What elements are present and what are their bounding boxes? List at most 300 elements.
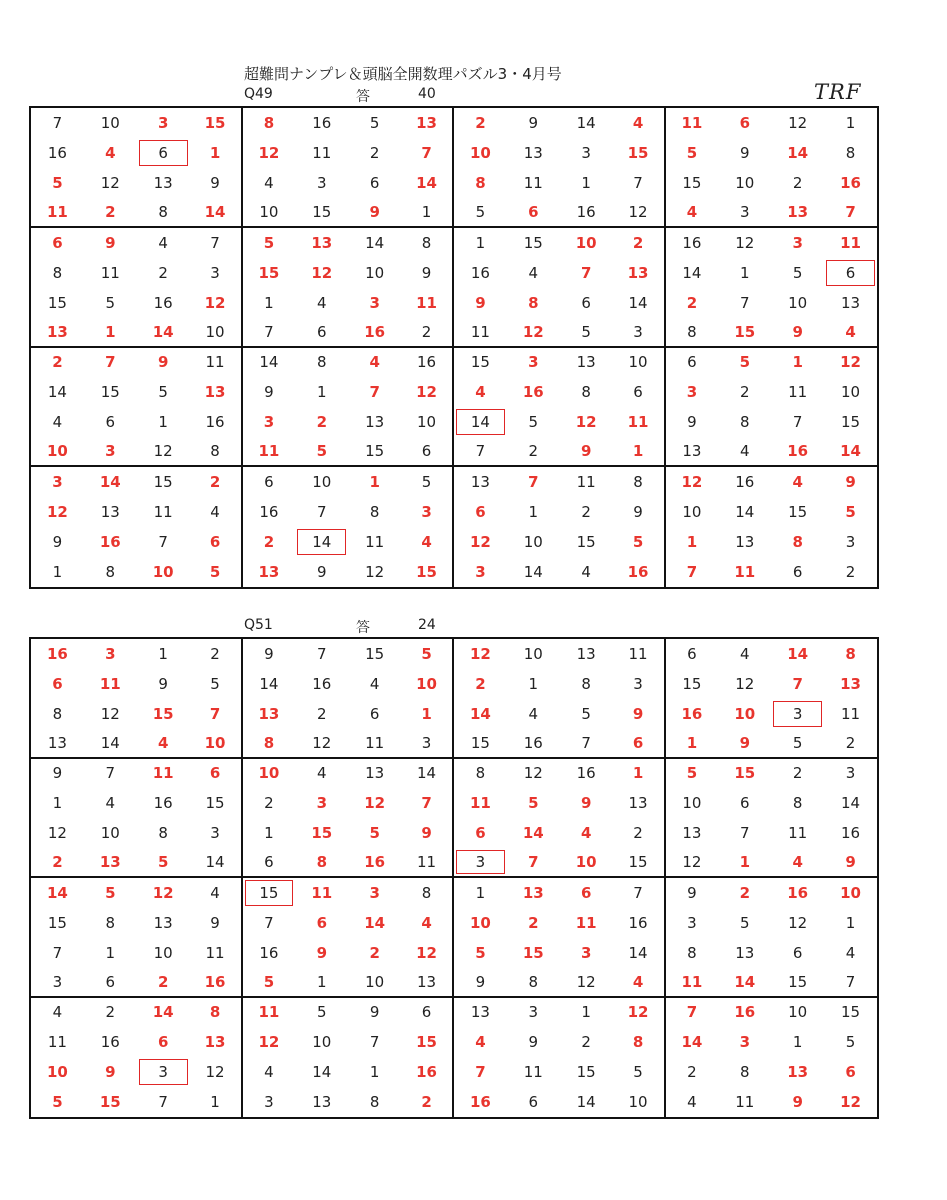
- grid-cell: 5: [528, 794, 539, 813]
- grid-cell: 12: [258, 1033, 280, 1052]
- grid-cell: 4: [613, 108, 666, 138]
- grid-cell: 7: [158, 1093, 168, 1112]
- grid-cell: 16: [522, 383, 544, 402]
- grid-cell: 13: [31, 318, 84, 348]
- grid-cell: 8: [581, 383, 591, 402]
- grid-cell: 15: [613, 848, 666, 878]
- grid-cell: 8: [613, 467, 666, 497]
- grid-cell: 3: [792, 233, 803, 252]
- grid-cell: 14: [576, 1093, 596, 1112]
- grid-cell: 4: [190, 497, 243, 527]
- grid-cell: 16: [613, 557, 666, 587]
- grid-cell: 8: [295, 848, 348, 878]
- grid-cell: 9: [105, 1063, 116, 1082]
- grid-cell: 5: [771, 729, 824, 759]
- grid-cell: 2: [686, 293, 698, 312]
- grid-cell: 11: [312, 143, 332, 162]
- grid-cell: 3: [845, 764, 856, 783]
- grid-cell: 4: [845, 943, 856, 962]
- grid-cell: 3: [454, 848, 507, 878]
- grid-cell: 6: [687, 644, 697, 663]
- grid-cell: 6: [475, 824, 486, 843]
- grid-cell: 5: [475, 943, 486, 962]
- grid-cell: 10: [470, 913, 491, 932]
- grid-cell: 7: [317, 644, 327, 663]
- grid-cell: 6: [105, 413, 116, 432]
- grid-cell: 14: [824, 437, 877, 467]
- grid-cell: 2: [507, 437, 560, 467]
- grid-cell: 12: [788, 113, 808, 132]
- grid-cell: 16: [47, 644, 68, 663]
- grid-cell: 3: [401, 497, 454, 527]
- grid-cell: 4: [158, 233, 168, 252]
- grid-cell: 12: [364, 794, 386, 813]
- grid-cell: 5: [845, 503, 856, 522]
- grid-cell: 14: [523, 563, 543, 582]
- grid-cell: 3: [316, 794, 328, 813]
- grid-cell: 3: [845, 533, 856, 552]
- grid-cell: 1: [105, 943, 116, 962]
- grid-cell: 6: [157, 1033, 169, 1052]
- grid-cell: 6: [264, 473, 274, 492]
- grid-cell: 15: [295, 198, 348, 228]
- grid-cell: 7: [686, 1003, 698, 1022]
- grid-cell: 3: [31, 968, 84, 998]
- grid-cell: 4: [475, 383, 486, 402]
- grid-cell: 12: [470, 644, 491, 663]
- grid-cell: 12: [613, 198, 666, 228]
- grid-cell: 16: [259, 503, 279, 522]
- grid-cell: 3: [369, 293, 380, 312]
- grid-cell: 15: [576, 1063, 596, 1082]
- grid-cell: 14: [312, 1063, 332, 1082]
- grid-cell: 11: [523, 1063, 543, 1082]
- grid-cell: 9: [792, 1093, 803, 1112]
- grid-cell: 5: [105, 293, 116, 312]
- grid-cell: 5: [581, 704, 591, 723]
- grid-cell: 11: [735, 1093, 755, 1112]
- grid-cell: 10: [190, 729, 243, 759]
- grid-cell: 5: [613, 527, 666, 557]
- grid-cell: 15: [47, 293, 67, 312]
- grid-cell: 4: [264, 173, 274, 192]
- grid-cell: 7: [792, 413, 803, 432]
- grid-cell: 16: [787, 883, 809, 902]
- grid-cell: 11: [523, 173, 543, 192]
- grid-cell: 11: [666, 968, 719, 998]
- grid-cell: 2: [824, 729, 877, 759]
- grid-cell: 13: [100, 503, 120, 522]
- grid-cell: 6: [580, 883, 592, 902]
- grid-cell: 7: [190, 699, 243, 729]
- grid-cell: 15: [99, 1093, 121, 1112]
- grid-cell: 9: [560, 437, 613, 467]
- grid-cell: 10: [788, 1003, 808, 1022]
- grid-cell: 10: [734, 704, 756, 723]
- grid-cell: 2: [316, 413, 328, 432]
- grid-cell: 15: [470, 353, 490, 372]
- grid-cell: 7: [369, 1033, 380, 1052]
- grid-cell: 12: [840, 353, 861, 372]
- grid-cell: 12: [470, 533, 491, 552]
- grid-cell: 11: [840, 233, 861, 252]
- grid-cell: 13: [613, 788, 666, 818]
- grid-cell: 1: [264, 293, 274, 312]
- grid-cell: 7: [401, 788, 454, 818]
- grid-cell: 10: [152, 563, 174, 582]
- grid-cell: 15: [365, 644, 385, 663]
- grid-cell: 13: [576, 644, 596, 663]
- grid-cell: 14: [401, 168, 454, 198]
- grid-cell: 13: [576, 353, 596, 372]
- grid-cell: 2: [528, 913, 539, 932]
- grid-cell: 3: [581, 143, 591, 162]
- grid-cell: 1: [845, 913, 856, 932]
- grid-cell: 2: [475, 674, 486, 693]
- grid-cell: 5: [190, 669, 243, 699]
- grid-cell: 10: [841, 383, 861, 402]
- grid-cell: 9: [317, 563, 327, 582]
- grid-cell: 11: [348, 729, 401, 759]
- grid-cell: 8: [243, 729, 296, 759]
- grid-cell: 10: [735, 173, 755, 192]
- grid-cell: 12: [507, 318, 560, 348]
- grid-cell: 6: [369, 704, 380, 723]
- grid-cell: 8: [687, 943, 697, 962]
- grid-cell: 14: [364, 913, 386, 932]
- grid-cell: 9: [718, 729, 771, 759]
- grid-cell: 10: [312, 473, 332, 492]
- grid-cell: 8: [401, 228, 454, 258]
- grid-cell: 5: [190, 557, 243, 587]
- grid-cell: 9: [771, 318, 824, 348]
- grid-cell: 1: [158, 413, 168, 432]
- grid-cell: 16: [470, 1093, 491, 1112]
- grid-cell: 2: [84, 198, 137, 228]
- grid-cell: 1: [613, 759, 666, 789]
- grid-cell: 14: [787, 143, 809, 162]
- grid-cell: 1: [158, 644, 168, 663]
- grid-cell: 10: [682, 794, 702, 813]
- grid-cell: 3: [137, 1057, 190, 1087]
- grid-cell: 15: [311, 824, 333, 843]
- grid-cell: 9: [52, 764, 63, 783]
- grid-cell: 12: [100, 173, 120, 192]
- grid-cell: 8: [105, 563, 116, 582]
- grid-cell: 1: [52, 563, 63, 582]
- grid-cell: 13: [682, 824, 702, 843]
- grid-cell: 2: [792, 173, 803, 192]
- grid-cell: 8: [369, 1093, 380, 1112]
- grid-cell: 11: [470, 794, 491, 813]
- grid-cell: 11: [258, 1003, 280, 1022]
- grid-cell: 2: [369, 943, 380, 962]
- grid-cell: 6: [740, 794, 750, 813]
- grid-cell: 4: [401, 527, 454, 557]
- grid-cell: 5: [295, 437, 348, 467]
- grid-cell: 12: [47, 824, 67, 843]
- grid-cell: 12: [152, 883, 174, 902]
- answer-label: 答: [356, 89, 370, 105]
- grid-cell: 5: [845, 1033, 856, 1052]
- grid-cell: 11: [365, 533, 385, 552]
- grid-cell: 1: [84, 318, 137, 348]
- grid-cell: 2: [581, 503, 591, 522]
- grid-cell: 2: [264, 794, 274, 813]
- grid-cell: 3: [157, 113, 169, 132]
- grid-cell: 5: [52, 173, 63, 192]
- grid-cell: 10: [470, 143, 491, 162]
- grid-cell: 12: [295, 729, 348, 759]
- grid-cell: 6: [243, 848, 296, 878]
- grid-cell: 3: [263, 413, 275, 432]
- grid-cell: 12: [560, 968, 613, 998]
- grid-cell: 2: [845, 563, 856, 582]
- grid-cell: 7: [824, 198, 877, 228]
- grid-cell: 13: [31, 729, 84, 759]
- grid-cell: 7: [580, 263, 592, 282]
- grid-cell: 7: [158, 533, 168, 552]
- grid-cell: 6: [84, 968, 137, 998]
- grid-cell: 9: [264, 383, 274, 402]
- grid-cell: 15: [841, 413, 861, 432]
- grid-cell: 8: [52, 704, 63, 723]
- grid-cell: 12: [100, 704, 120, 723]
- grid-cell: 12: [575, 413, 597, 432]
- grid-cell: 9: [369, 1003, 380, 1022]
- grid-cell: 4: [528, 704, 539, 723]
- grid-cell: 1: [369, 1063, 380, 1082]
- grid-cell: 9: [52, 533, 63, 552]
- grid-cell: 4: [528, 263, 539, 282]
- grid-cell: 8: [666, 318, 719, 348]
- grid-cell: 4: [792, 473, 803, 492]
- grid-cell: 8: [263, 113, 275, 132]
- grid-cell: 12: [681, 473, 703, 492]
- grid-cell: 14: [47, 883, 68, 902]
- grid-cell: 14: [613, 938, 666, 968]
- grid-cell: 16: [735, 473, 755, 492]
- grid-cell: 5: [739, 353, 751, 372]
- grid-cell: 4: [613, 968, 666, 998]
- grid-cell: 10: [840, 883, 861, 902]
- grid-cell: 12: [190, 288, 243, 318]
- grid-cell: 5: [454, 198, 507, 228]
- grid-cell: 3: [264, 1093, 274, 1112]
- grid-cell: 5: [369, 824, 380, 843]
- grid-cell: 7: [454, 437, 507, 467]
- grid-cell: 4: [190, 878, 243, 908]
- grid-cell: 5: [105, 883, 116, 902]
- grid-cell: 2: [263, 533, 275, 552]
- grid-cell: 9: [687, 413, 697, 432]
- grid-cell: 1: [792, 1033, 803, 1052]
- grid-cell: 1: [792, 353, 803, 372]
- grid-cell: 4: [264, 1063, 274, 1082]
- grid-cell: 14: [682, 263, 702, 282]
- grid-cell: 8: [528, 293, 539, 312]
- grid-cell: 16: [312, 674, 332, 693]
- grid-cell: 10: [575, 233, 597, 252]
- grid-cell: 13: [312, 1093, 332, 1112]
- grid-cell: 14: [401, 759, 454, 789]
- grid-cell: 4: [580, 824, 592, 843]
- grid-cell: 16: [153, 794, 173, 813]
- grid-cell: 14: [84, 729, 137, 759]
- sudoku-grid-q49: [29, 106, 879, 589]
- grid-cell: 7: [243, 318, 296, 348]
- grid-cell: 3: [369, 883, 380, 902]
- grid-cell: 1: [845, 113, 856, 132]
- grid-cell: 12: [311, 263, 333, 282]
- grid-cell: 15: [152, 704, 174, 723]
- grid-cell: 2: [401, 318, 454, 348]
- grid-cell: 16: [401, 1057, 454, 1087]
- grid-cell: 15: [100, 383, 120, 402]
- grid-cell: 10: [47, 1063, 68, 1082]
- grid-cell: 14: [576, 113, 596, 132]
- grid-cell: 12: [365, 563, 385, 582]
- grid-cell: 15: [401, 557, 454, 587]
- grid-cell: 6: [190, 527, 243, 557]
- grid-cell: 11: [47, 1033, 67, 1052]
- grid-cell: 2: [401, 1087, 454, 1117]
- grid-cell: 4: [52, 1003, 63, 1022]
- grid-cell: 11: [454, 318, 507, 348]
- grid-cell: 2: [190, 467, 243, 497]
- grid-cell: 2: [158, 263, 168, 282]
- grid-cell: 4: [369, 674, 380, 693]
- grid-cell: 4: [740, 644, 750, 663]
- grid-cell: 6: [528, 1093, 539, 1112]
- grid-cell: 3: [528, 1003, 539, 1022]
- grid-cell: 1: [613, 437, 666, 467]
- grid-cell: 1: [317, 383, 327, 402]
- grid-cell: 7: [613, 878, 666, 908]
- grid-cell: 5: [137, 848, 190, 878]
- grid-cell: 7: [824, 968, 877, 998]
- grid-cell: 9: [401, 258, 454, 288]
- grid-cell: 12: [735, 674, 755, 693]
- grid-cell: 16: [348, 318, 401, 348]
- grid-cell: 5: [52, 1093, 63, 1112]
- grid-cell: 13: [841, 293, 861, 312]
- grid-cell: 2: [792, 764, 803, 783]
- grid-cell: 15: [258, 263, 280, 282]
- grid-cell: 4: [105, 794, 116, 813]
- grid-cell: 13: [840, 674, 861, 693]
- grid-cell: 4: [105, 143, 116, 162]
- grid-cell: 4: [317, 293, 327, 312]
- grid-cell: 6: [613, 377, 666, 407]
- grid-cell: 3: [84, 437, 137, 467]
- grid-cell: 5: [401, 467, 454, 497]
- grid-cell: 11: [788, 383, 808, 402]
- grid-cell: 14: [681, 1033, 703, 1052]
- grid-cell: 4: [771, 848, 824, 878]
- grid-cell: 7: [740, 824, 750, 843]
- grid-cell: 1: [475, 883, 486, 902]
- grid-cell: 5: [792, 263, 803, 282]
- grid-cell: 8: [740, 413, 750, 432]
- grid-cell: 2: [739, 883, 751, 902]
- grid-cell: 12: [401, 938, 454, 968]
- grid-cell: 14: [841, 794, 861, 813]
- grid-cell: 11: [576, 473, 596, 492]
- grid-cell: 13: [190, 1027, 243, 1057]
- grid-cell: 8: [581, 674, 591, 693]
- grid-cell: 1: [190, 138, 243, 168]
- grid-cell: 7: [528, 473, 539, 492]
- grid-cell: 11: [401, 288, 454, 318]
- grid-cell: 11: [190, 938, 243, 968]
- grid-cell: 10: [365, 263, 385, 282]
- grid-cell: 11: [788, 824, 808, 843]
- grid-cell: 6: [507, 198, 560, 228]
- grid-cell: 15: [523, 233, 543, 252]
- grid-cell: 7: [686, 563, 698, 582]
- grid-cell: 8: [507, 968, 560, 998]
- grid-cell: 14: [190, 848, 243, 878]
- grid-cell: 13: [258, 563, 280, 582]
- grid-cell: 12: [613, 998, 666, 1028]
- grid-cell: 7: [52, 943, 63, 962]
- grid-cell: 9: [190, 908, 243, 938]
- grid-cell: 11: [575, 913, 597, 932]
- grid-cell: 13: [666, 437, 719, 467]
- grid-cell: 4: [475, 1033, 486, 1052]
- grid-cell: 13: [523, 143, 543, 162]
- grid-cell: 10: [190, 318, 243, 348]
- grid-cell: 16: [348, 848, 401, 878]
- grid-cell: 10: [258, 764, 280, 783]
- grid-cell: 1: [581, 173, 591, 192]
- grid-cell: 16: [401, 348, 454, 378]
- grid-cell: 9: [401, 818, 454, 848]
- grid-cell: 15: [718, 318, 771, 348]
- grid-cell: 9: [845, 473, 856, 492]
- grid-cell: 16: [100, 1033, 120, 1052]
- grid-cell: 10: [613, 348, 666, 378]
- grid-cell: 13: [522, 883, 544, 902]
- grid-cell: 16: [312, 113, 332, 132]
- grid-cell: 11: [190, 348, 243, 378]
- grid-cell: 10: [100, 824, 120, 843]
- answer-value: 40: [418, 86, 436, 102]
- grid-cell: 11: [100, 263, 120, 282]
- grid-cell: 10: [243, 198, 296, 228]
- grid-cell: 3: [771, 699, 824, 729]
- grid-cell: 12: [258, 143, 280, 162]
- grid-cell: 6: [792, 563, 803, 582]
- grid-cell: 15: [190, 788, 243, 818]
- grid-cell: 9: [824, 848, 877, 878]
- grid-cell: 16: [613, 908, 666, 938]
- grid-cell: 12: [47, 503, 68, 522]
- grid-cell: 4: [317, 764, 327, 783]
- grid-cell: 9: [158, 674, 168, 693]
- grid-cell: 6: [401, 437, 454, 467]
- grid-cell: 8: [137, 198, 190, 228]
- grid-cell: 12: [840, 1093, 861, 1112]
- grid-cell: 12: [735, 233, 755, 252]
- grid-cell: 8: [105, 913, 116, 932]
- grid-cell: 2: [317, 704, 327, 723]
- answer-value: 24: [418, 617, 436, 633]
- grid-cell: 7: [105, 353, 116, 372]
- grid-cell: 1: [718, 848, 771, 878]
- grid-cell: 3: [528, 353, 539, 372]
